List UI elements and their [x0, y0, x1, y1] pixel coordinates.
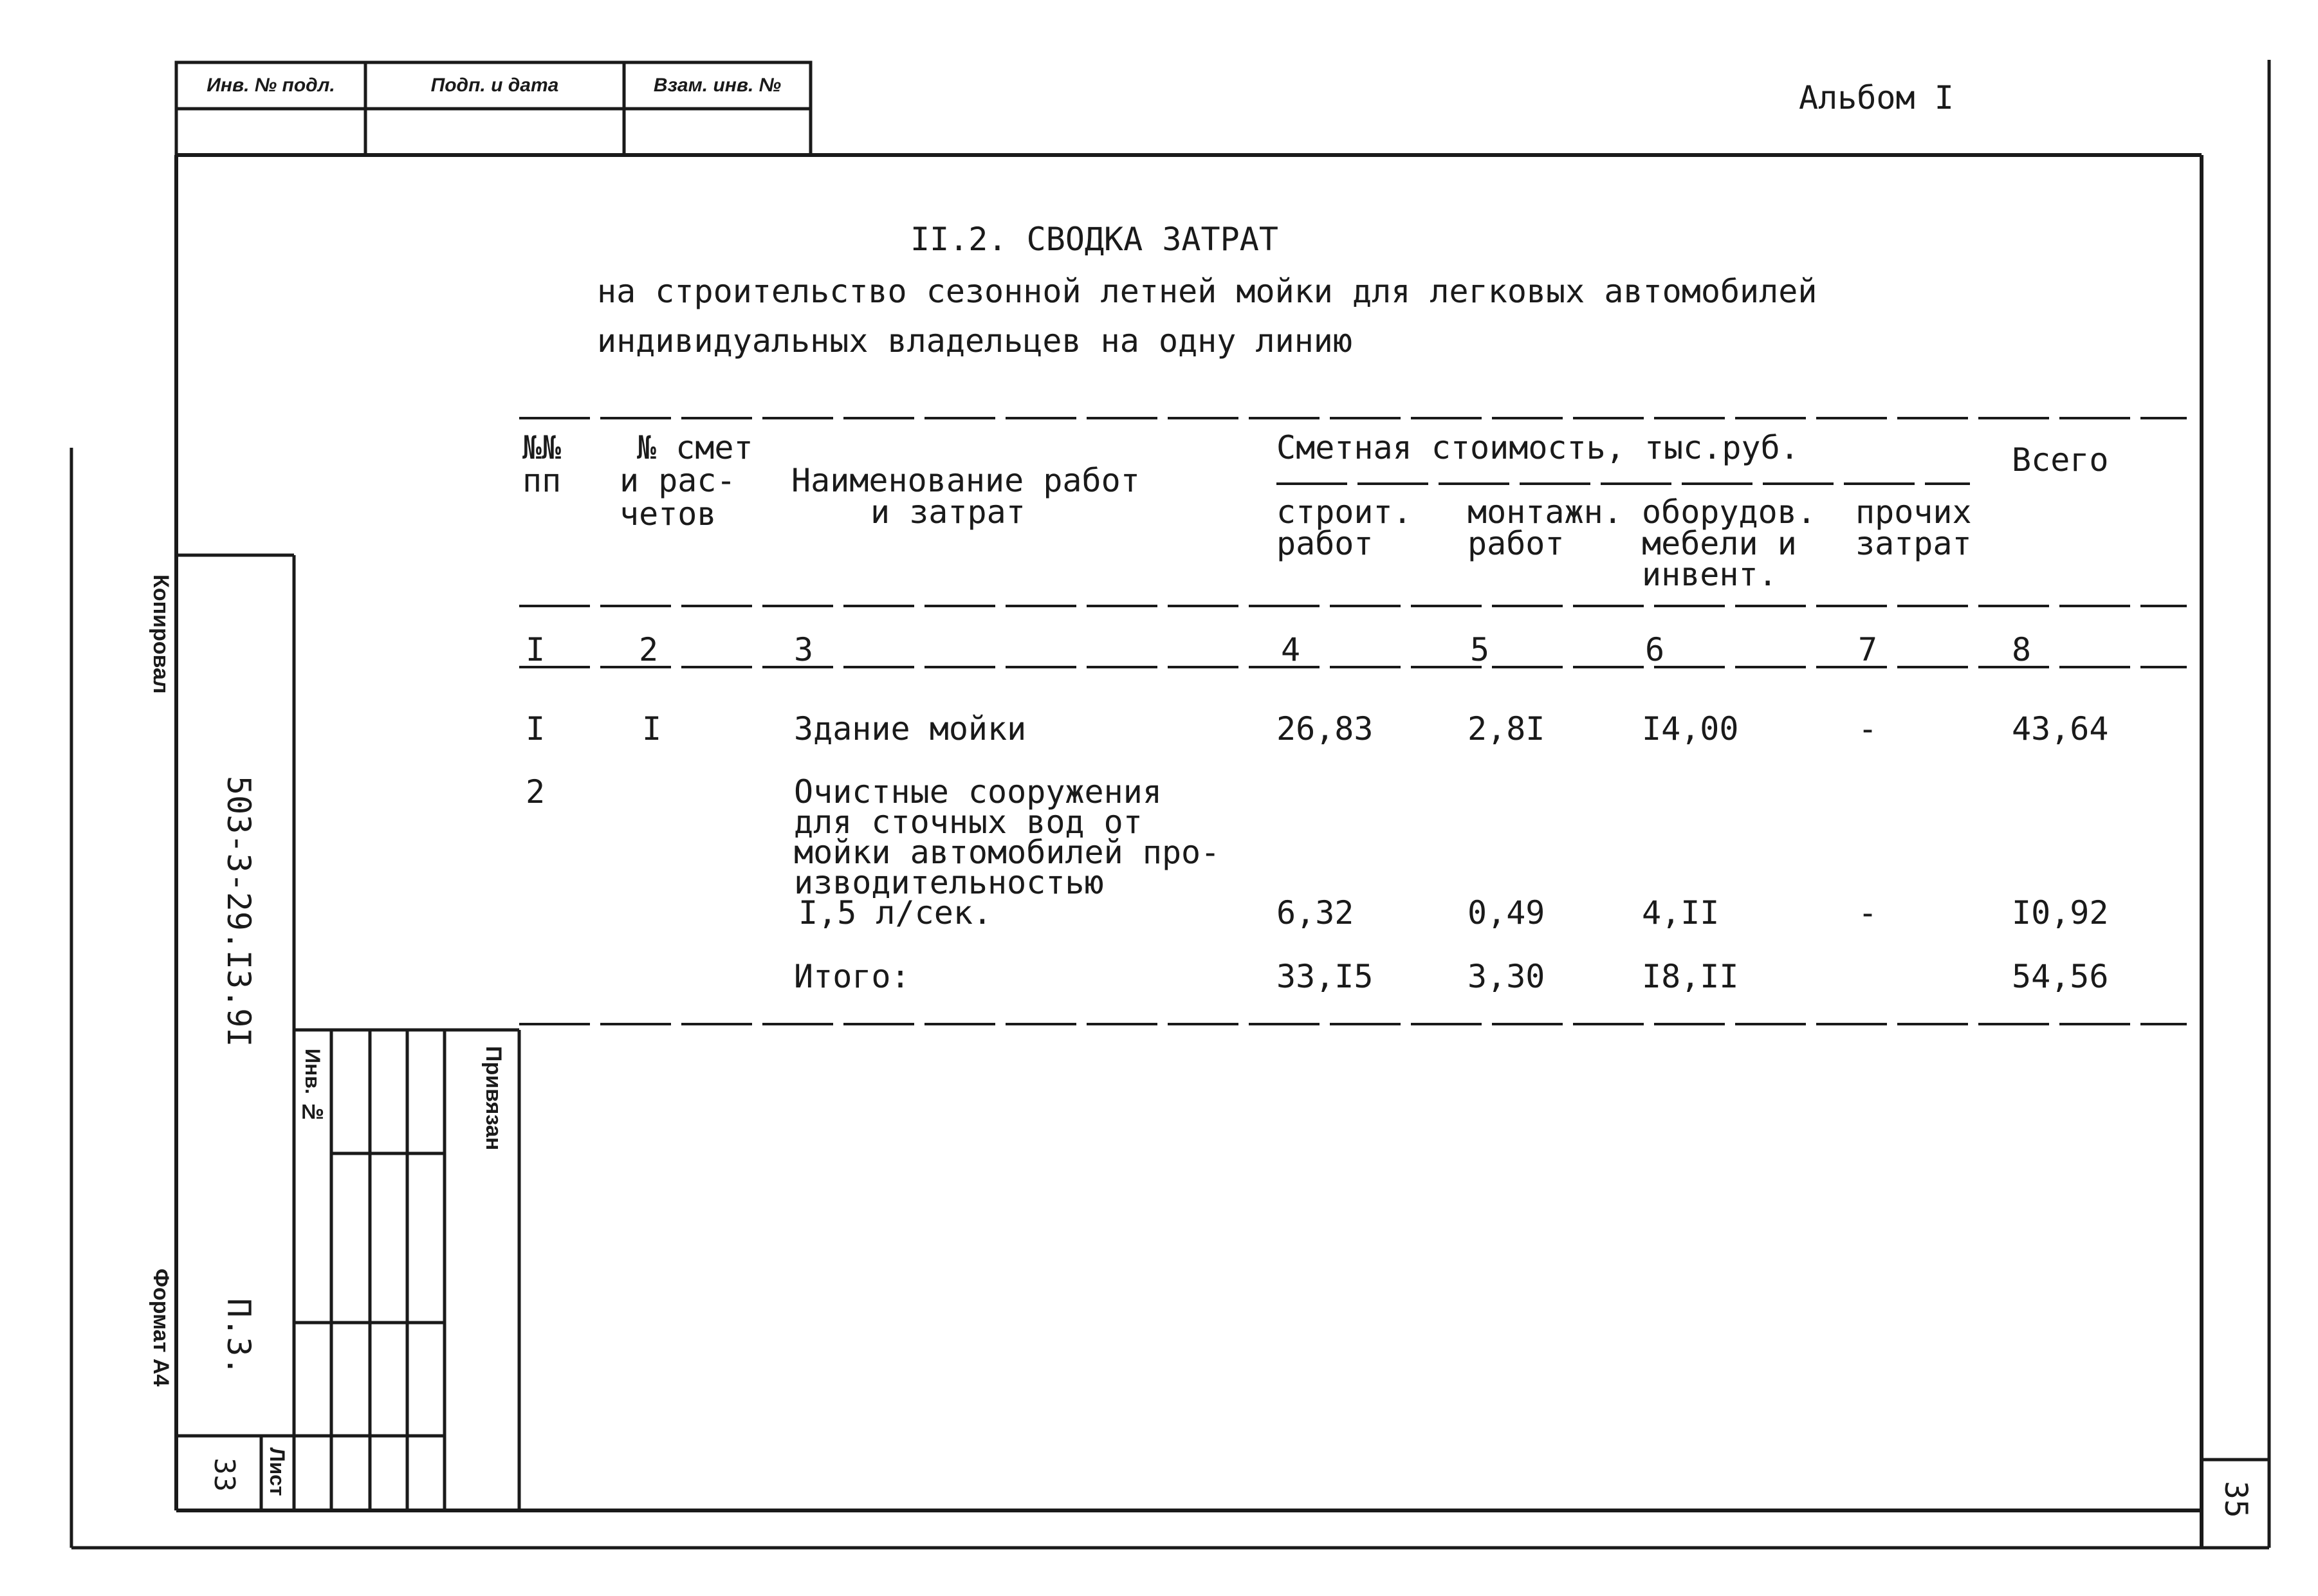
row-2-name-line-3: мойки автомобилей про- [794, 834, 1220, 871]
privyazan-label: Привязан [481, 1046, 506, 1151]
column-number-8: 8 [2012, 631, 2032, 668]
row-1-montazh: 2,8I [1467, 710, 1545, 748]
header-num-line-1: №№ [522, 429, 562, 466]
header-name-line-2: и затрат [870, 493, 1026, 531]
stamp-podp-data: Подп. и дата [430, 75, 559, 96]
itogo-montazh: 3,30 [1467, 958, 1545, 995]
subtitle-line-1: на строительство сезонной летней мойки для легковых автомобилей [597, 273, 1817, 310]
column-number-7: 7 [1858, 631, 1878, 668]
header-montazh-line-2: работ [1467, 525, 1565, 562]
row-2-stroit: 6,32 [1276, 894, 1354, 931]
row-1-total: 43,64 [2012, 710, 2109, 748]
header-smeta-line-1: № смет [637, 429, 753, 466]
header-stroit-line-2: работ [1276, 525, 1374, 562]
header-num-line-2: пп [522, 462, 562, 499]
kopiroval-label: Копировал [149, 574, 173, 694]
row-2-montazh: 0,49 [1467, 894, 1545, 931]
document-designation: 503-3-29.I3.9I [220, 776, 257, 1047]
header-prochie-line-2: затрат [1855, 525, 1972, 562]
header-oborud-line-3: инвент. [1642, 556, 1778, 593]
header-smeta-line-2: и рас- [620, 462, 736, 499]
header-prochie-line-1: прочих [1855, 493, 1972, 531]
stamp-vzam-inv: Взам. инв. № [653, 75, 782, 96]
column-number-1: I [526, 631, 546, 668]
header-name-line-1: Наименование работ [791, 462, 1140, 499]
itogo-label: Итого: [794, 958, 910, 995]
row-2-oborud: 4,II [1642, 894, 1720, 931]
page-title: II.2. СВОДКА ЗАТРАТ [910, 221, 1278, 258]
column-number-5: 5 [1470, 631, 1490, 668]
header-oborud-line-2: мебели и [1642, 525, 1797, 562]
header-montazh-line-1: монтажн. [1467, 493, 1623, 531]
sheet-number: 33 [208, 1458, 241, 1492]
header-smeta-line-3: четов [620, 495, 717, 533]
row-1-num: I [526, 710, 546, 748]
column-number-4: 4 [1281, 631, 1301, 668]
header-oborud-line-1: оборудов. [1642, 493, 1816, 531]
subtitle-line-2: индивидуальных владельцев на одну линию [597, 322, 1352, 360]
row-1-smeta: I [642, 710, 662, 748]
header-total: Всего [2012, 441, 2109, 479]
row-2-num: 2 [526, 773, 546, 811]
section-code: П.3. [220, 1298, 257, 1376]
format-label: Формат А4 [149, 1269, 173, 1387]
page-number: 35 [2218, 1481, 2254, 1518]
itogo-stroit: 33,I5 [1276, 958, 1374, 995]
row-2-name-line-1: Очистные сооружения [794, 773, 1162, 811]
row-1-prochie: - [1858, 710, 1878, 748]
row-2-name-line-2: для сточных вод от [794, 803, 1143, 841]
header-stroit-line-1: строит. [1276, 493, 1412, 531]
inv-no-label: Инв. № [301, 1049, 324, 1123]
column-number-6: 6 [1645, 631, 1665, 668]
itogo-total: 54,56 [2012, 958, 2109, 995]
stamp-inv-podl: Инв. № подл. [207, 75, 335, 96]
row-1-name: Здание мойки [794, 710, 1027, 748]
column-number-3: 3 [794, 631, 814, 668]
row-2-prochie: - [1858, 894, 1878, 931]
row-1-oborud: I4,00 [1642, 710, 1739, 748]
sheet-label: Лист [266, 1447, 289, 1496]
row-1-stroit: 26,83 [1276, 710, 1374, 748]
header-cost-group: Сметная стоимость, тыс.руб. [1276, 429, 1799, 466]
row-2-total: I0,92 [2012, 894, 2109, 931]
itogo-oborud: I8,II [1642, 958, 1739, 995]
row-2-name-line-4: изводительностью [794, 864, 1104, 901]
album-label: Альбом I [1799, 79, 1954, 116]
column-number-2: 2 [639, 631, 659, 668]
row-2-name-line-5: I,5 л/сек. [798, 894, 993, 931]
